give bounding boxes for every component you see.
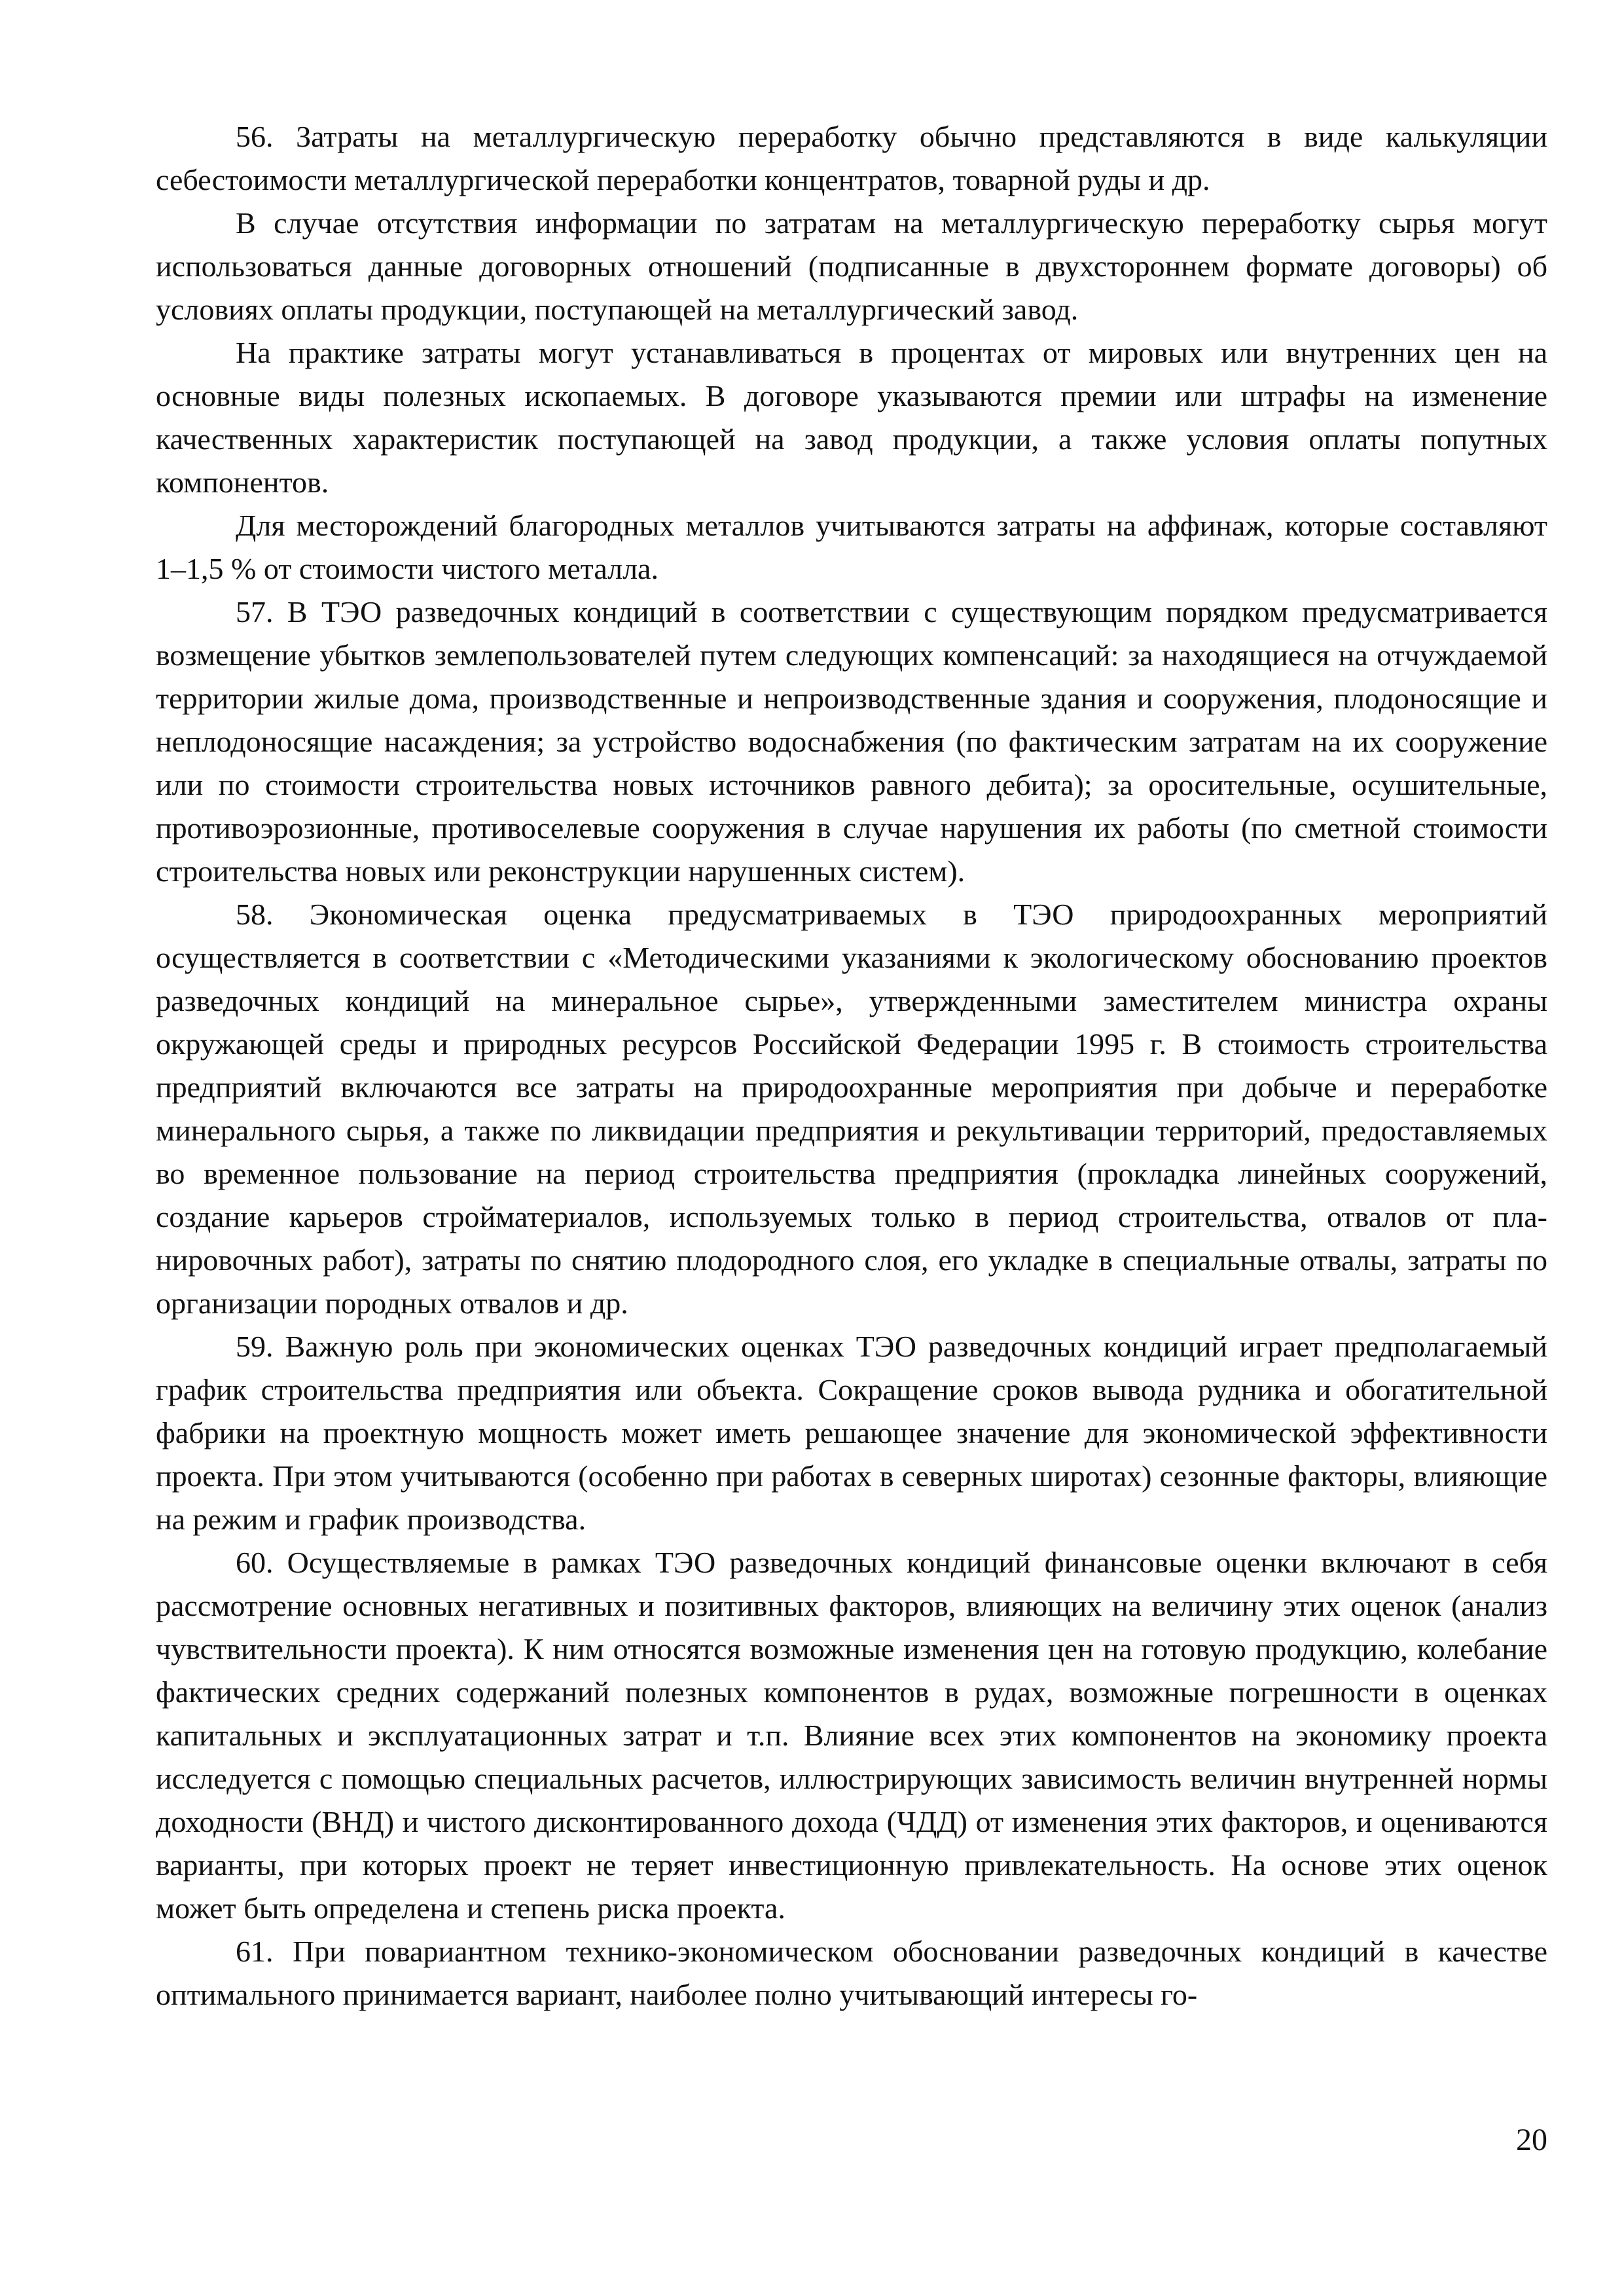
paragraph-56: 56. Затраты на металлургическую переработку обычно представляются в виде калькуляции себестоимости металлургической переработки концентратов, товарной руды и др. [156, 120, 1547, 196]
paragraph-60: 60. Осуществляемые в рамках ТЭО разведочных кондиций финансовые оценки включают в себя рассмотрение основных негативных и позитивных факторов, влияющих на величину этих оценок (анализ чувствительности проекта). К ним относятся возможные изменения цен на готовую продукцию, колебание фактических средних содержаний полезных компонентов в рудах, возможные погрешности в оценках капитальных и эксплуатационных затрат и т.п. Влияние всех этих компонентов на экономику проекта исследуется с помощью специальных расчетов, иллюстрирующих зависимость величин внутренней нормы доходности (ВНД) и чистого дисконтированного дохода (ЧДД) от изменения этих факторов, и оцениваются варианты, при которых проект не теряет инвестиционную привлекательность. На основе этих оценок может быть определена и степень риска проекта. [156, 1546, 1547, 1925]
paragraph-61: 61. При повариантном технико-экономическом обосновании разведочных кондиций в качестве оптимального принимается вариант, наиболее полно учитывающий интересы го- [156, 1935, 1547, 2011]
paragraph-59: 59. Важную роль при экономических оценках ТЭО разведочных кондиций играет предполагаемый график строительства предприятия или объекта. Сокращение сроков вывода рудника и обогатительной фабрики на проектную мощность может иметь решающее значение для экономической эффективности проекта. При этом учитываются (особенно при работах в северных широтах) сезонные факторы, влияющие на режим и график производства. [156, 1330, 1547, 1536]
page-number: 20 [1516, 2123, 1547, 2157]
paragraph-57: 57. В ТЭО разведочных кондиций в соответствии с существующим порядком предусматривается возмещение убытков землепользователей путем следующих компенсаций: за находящиеся на отчуждаемой территории жилые дома, производственные и непроизводственные здания и сооружения, плодоносящие и неплодоносящие насаждения; за устройство водоснабжения (по фактическим затратам на их сооружение или по стоимости строительства новых источников равного дебита); за оросительные, осушительные, противоэрозионные, противоселевые сооружения в случае нарушения их работы (по сметной стоимости строительства новых или реконструкции нарушенных систем). [156, 595, 1547, 888]
paragraph-56-missing-info: В случае отсутствия информации по затратам на металлургическую переработку сырья могут использоваться данные договорных отношений (подписанные в двухстороннем формате договоры) об условиях оплаты продукции, поступающей на металлургический завод. [156, 206, 1547, 326]
paragraph-56-practice: На практике затраты могут устанавливаться в процентах от мировых или внутренних цен на основные виды полезных ископаемых. В договоре указываются премии или штрафы на изменение качественных характеристик поступающей на завод продукции, а также условия оплаты попутных компонентов. [156, 336, 1547, 499]
paragraph-58: 58. Экономическая оценка предусматриваемых в ТЭО природоохранных мероприятий осуществляется в соответствии с «Методическими указаниями к экологическому обоснованию проектов разведочных кондиций на минеральное сырье», утвержденными заместителем министра охраны окружающей среды и природных ресурсов Российской Федерации 1995 г. В стоимость строительства предприятий включаются все затраты на природоохранные мероприятия при добыче и переработке минерального сырья, а также по ликвидации предприятия и рекультивации территорий, предоставляемых во временное пользование на период строительства предприятия (прокладка линейных сооружений, создание карьеров стройматериалов, используемых только в период строительства, отвалов от планировочных работ), затраты по снятию плодородного слоя, его укладке в специальные отвалы, затраты по организации породных отвалов и др. [156, 898, 1547, 1320]
paragraph-56-precious-metals: Для месторождений благородных металлов учитываются затраты на аффинаж, которые составляют 1–1,5 % от стоимости чистого металла. [156, 509, 1547, 585]
page-body [156, 115, 1547, 2016]
